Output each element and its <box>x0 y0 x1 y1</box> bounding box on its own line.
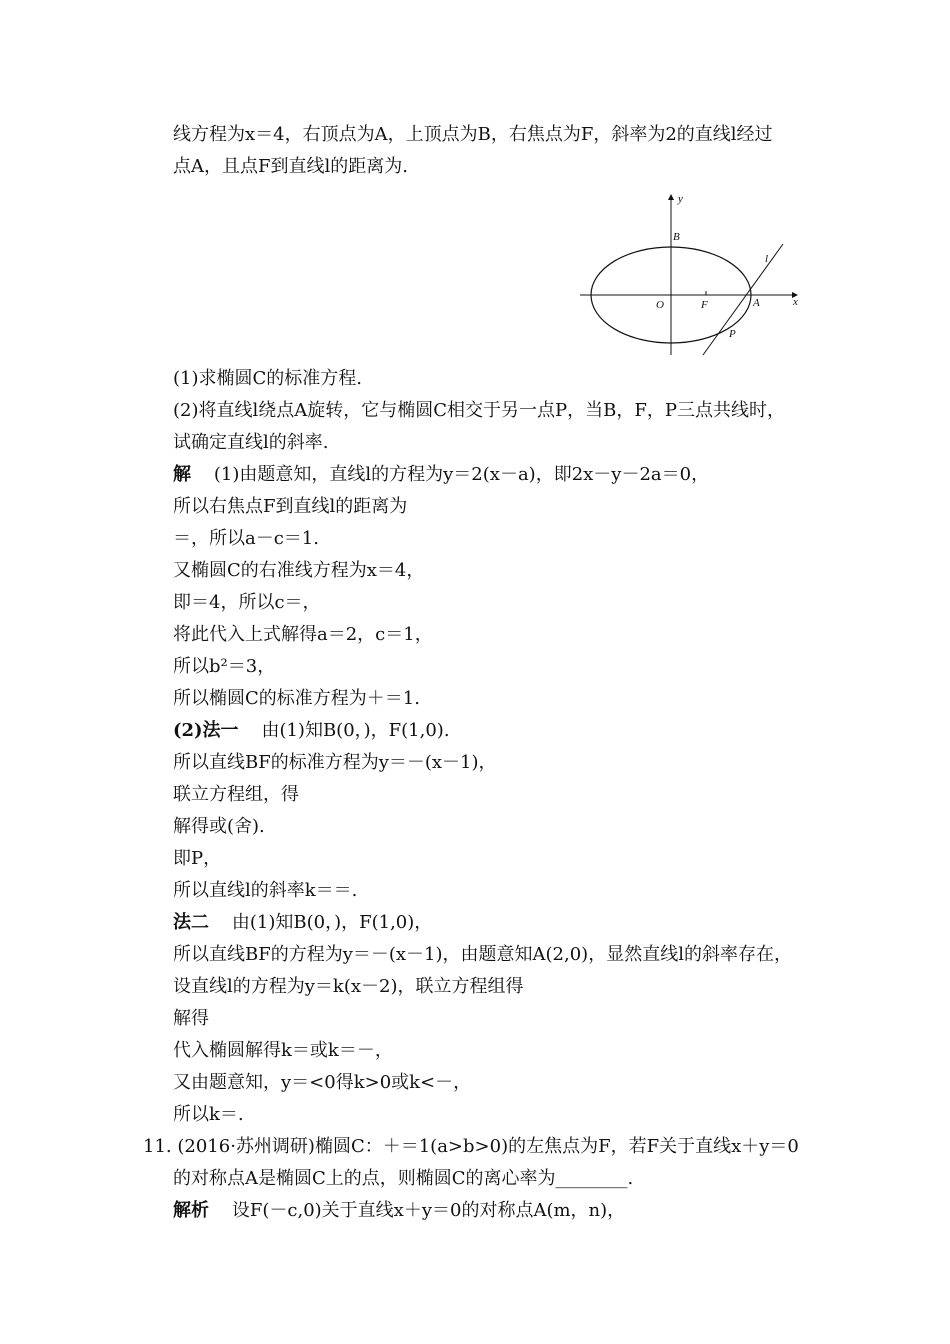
method-two-label: 法二 <box>173 912 209 933</box>
text-line: (1)求椭圆C的标准方程. <box>173 368 362 389</box>
text-line: 又椭圆C的右准线方程为x＝4， <box>173 560 425 581</box>
problem-11-line <box>143 1136 799 1158</box>
text-line: 将此代入上式解得a＝2，c＝1， <box>173 624 433 645</box>
ellipse-diagram <box>575 190 805 360</box>
text-line: 解得 <box>173 1008 209 1029</box>
text-span: (2016·苏州调研)椭圆C：＋＝1(a>b>0)的左焦点为F，若F关于直线x＋y＝0 <box>177 1136 799 1157</box>
analysis-line <box>173 1200 625 1222</box>
method-two-line <box>173 912 432 934</box>
line-l <box>703 244 783 355</box>
text-span: 由(1)知B(0，)，F(1,0). <box>261 720 450 741</box>
method-one-label: (2)法一 <box>173 720 239 741</box>
text-line: 所以椭圆C的标准方程为＋＝1. <box>173 688 420 709</box>
solution-line <box>173 464 709 486</box>
text-line: 所以直线l的斜率k＝＝. <box>173 880 358 901</box>
method-one-line <box>173 720 450 742</box>
text-line: ＝，所以a－c＝1. <box>173 528 319 549</box>
text-span: 设F(－c,0)关于直线x＋y＝0的对称点A(m，n)， <box>231 1200 626 1221</box>
text-line: 即P， <box>173 848 222 869</box>
text-line: (2)将直线l绕点A旋转，它与椭圆C相交于另一点P，当B，F，P三点共线时， <box>173 400 785 421</box>
text-line: 点A，且点F到直线l的距离为. <box>173 156 408 177</box>
analysis-label: 解析 <box>173 1200 209 1221</box>
text-line: 所以k＝. <box>173 1104 244 1125</box>
text-line: 解得或(舍). <box>173 816 265 837</box>
axis-label-y: y <box>678 193 683 205</box>
text-line: 线方程为x＝4，右顶点为A，上顶点为B，右焦点为F，斜率为2的直线l经过 <box>173 124 773 145</box>
point-p-label: P <box>729 328 736 340</box>
text-line: 又由题意知，y＝<0得k>0或k<－， <box>173 1072 472 1093</box>
point-b-label: B <box>673 231 680 243</box>
text-line: 设直线l的方程为y＝k(x－2)，联立方程组得 <box>173 976 524 997</box>
point-f-label: F <box>701 299 708 311</box>
text-line: 所以直线BF的方程为y＝－(x－1)，由题意知A(2,0)，显然直线l的斜率存在， <box>173 944 792 965</box>
text-line: 联立方程组，得 <box>173 784 299 805</box>
text-span: 由(1)知B(0，)，F(1,0)， <box>231 912 433 933</box>
origin-label: O <box>656 299 664 311</box>
solution-label: 解 <box>173 464 191 485</box>
text-line: 试确定直线l的斜率. <box>173 432 329 453</box>
text-line: 的对称点A是椭圆C上的点，则椭圆C的离心率为________. <box>173 1168 634 1189</box>
text-line: 所以b²＝3， <box>173 656 276 677</box>
line-l-label: l <box>765 253 769 265</box>
point-a-label: A <box>753 297 760 309</box>
ellipse-figure <box>575 190 805 360</box>
text-line: 即＝4，所以c＝， <box>173 592 321 613</box>
text-line: 所以直线BF的标准方程为y＝－(x－1)， <box>173 752 497 773</box>
problem-number: 11. <box>143 1136 172 1157</box>
text-line: 代入椭圆解得k＝或k＝－， <box>173 1040 393 1061</box>
text-span: (1)由题意知，直线l的方程为y＝2(x－a)，即2x－y－2a＝0， <box>213 464 710 485</box>
text-line: 所以右焦点F到直线l的距离为 <box>173 496 408 517</box>
axis-label-x: x <box>793 296 798 308</box>
